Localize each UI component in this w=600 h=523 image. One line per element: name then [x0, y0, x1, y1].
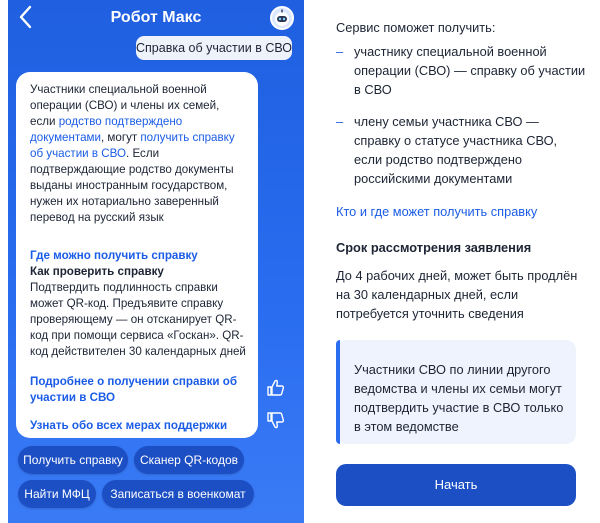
check-text: Подтвердить подлинность справки может QR-код. Предъявите справку проверяющему — он отсканирует QR-код при помощи сервиса «Госкан». QR-код действителен 30 календарных дней	[30, 281, 246, 358]
chip-find-mfc[interactable]: Найти МФЦ	[18, 480, 96, 508]
service-screen	[312, 0, 594, 523]
chip-military-office[interactable]: Записаться в военкомат	[102, 480, 254, 508]
user-message-bubble: Справка об участии в СВО	[136, 36, 292, 60]
chip-qr-scanner[interactable]: Сканер QR-кодов	[134, 446, 244, 474]
get-certificate-link[interactable]: получить справку об участии в СВО	[30, 131, 235, 160]
where-to-get-link[interactable]: Где можно получить справку	[30, 249, 198, 262]
info-note: Участники СВО по линии другого ведомства и члены их семьи могут подтвердить участие в СВО только в этом ведомстве	[336, 340, 576, 444]
thumb-up-icon[interactable]	[266, 378, 286, 398]
thumb-down-icon[interactable]	[266, 410, 286, 430]
answer-paragraph: Участники специальной военной операции (СВО) и члены их семей, если родство подтверждено документами, могут получить справку об участии в СВО. Если подтверждающие родство документы выданы иностранным государством, нужен их нотариально заверенный перевод на русский язык	[30, 83, 235, 224]
check-heading: Как проверить справку	[30, 265, 164, 278]
more-info-link[interactable]: Подробнее о получении справки об участии в СВО	[30, 375, 237, 404]
start-button[interactable]: Начать	[336, 464, 576, 506]
chat-screen	[8, 0, 304, 523]
robot-avatar-icon[interactable]	[270, 6, 294, 30]
list-item: – члену семьи участника СВО — справку о статусе участника СВО, если родство подтверждено российскими документами	[336, 114, 558, 186]
chip-get-certificate[interactable]: Получить справку	[18, 446, 128, 474]
kinship-link[interactable]: родство подтверждено документами	[30, 115, 183, 144]
chat-header	[8, 0, 304, 38]
list-item: – участнику специальной военной операции (СВО) — справку об участии в СВО	[336, 44, 586, 97]
service-intro: Сервис поможет получить:	[336, 20, 496, 35]
dash-marker: –	[336, 44, 344, 59]
term-text: До 4 рабочих дней, может быть продлён на 30 календарных дней, если потребуется уточнить сведения	[336, 268, 578, 321]
service-list	[336, 42, 586, 201]
who-where-link[interactable]: Кто и где может получить справку	[336, 204, 538, 219]
term-heading: Срок рассмотрения заявления	[336, 240, 532, 255]
dash-marker: –	[336, 114, 344, 129]
bot-answer-card	[16, 72, 258, 438]
chat-title: Робот Макс	[110, 9, 202, 26]
all-support-link[interactable]: Узнать обо всех мерах поддержки	[30, 419, 228, 432]
